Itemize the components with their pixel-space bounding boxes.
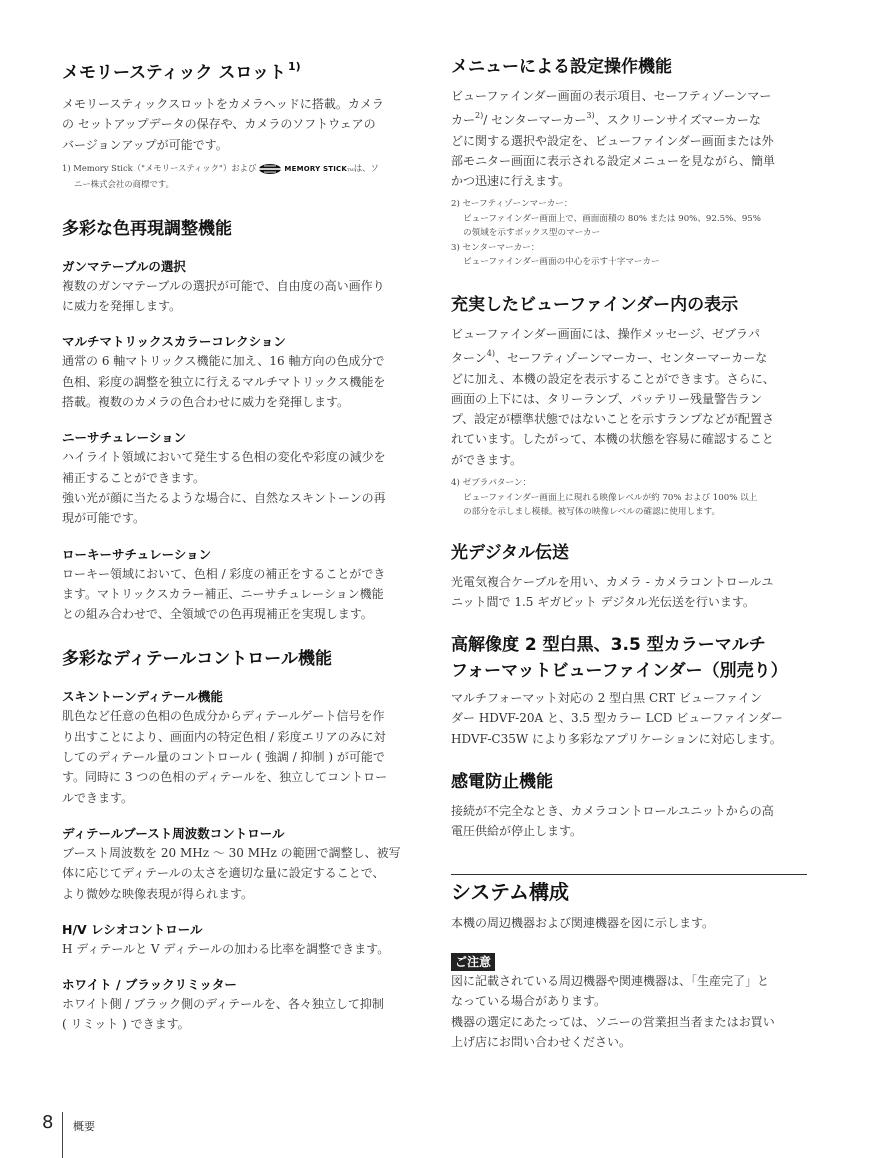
memory-stick-logo bbox=[258, 161, 282, 176]
section-memory-stick bbox=[62, 54, 418, 192]
left-column bbox=[62, 54, 418, 1035]
subsection-title: ガンマテーブルの選択 bbox=[62, 258, 186, 274]
paragraph: ホワイト側 / ブラック側のディテールを、各々独立して抑制 ( リミット ) できます。 bbox=[62, 997, 384, 1032]
section-viewfinder-display bbox=[451, 292, 807, 520]
paragraph: ビューファインダー画面の表示項目、セーフティゾーンマー カー$^{2)}$/ センターマーカー$^{3)}$、スクリーンサイズマーカーな どに関する選択や設定を、ビューファインダー画面または外 部モニター画面に表示される設定メニューを見ながら、簡単 かつ迅速に行えます。 bbox=[451, 89, 776, 189]
paragraph: ブースト周波数を 20 MHz ～ 30 MHz の範囲で調整し、被写 体に応じてディテールの太さを適切な量に設定することで、 より微妙な映像表現が得られます。 bbox=[62, 845, 401, 901]
section-title: メニューによる設定操作機能 bbox=[451, 57, 672, 77]
caution-badge: ご注意 bbox=[451, 953, 495, 971]
footnotes: 2) セーフティゾーンマーカー： ビューファインダー画面上で、画面面積の 80% または 90%、92.5%、95% の領域を示すボックス型のマーカー 3) センターマーカー： ビューファインダー画面の中心を示す十字マーカー bbox=[451, 199, 761, 268]
section-hires-viewfinder bbox=[451, 632, 807, 749]
section-title: メモリースティック スロット $^{1)}$ bbox=[62, 60, 301, 83]
right-column bbox=[451, 54, 807, 1052]
page-number: 8 bbox=[42, 1112, 54, 1133]
caution-paragraph: 図に記載されている周辺機器や関連機器は、「生産完了」と なっている場合があります。 機器の選定にあたっては、ソニーの営業担当者またはお買い 上げ店にお問い合わせください。 bbox=[451, 973, 775, 1049]
section-system-configuration bbox=[451, 874, 807, 1052]
footer-divider bbox=[62, 1112, 63, 1158]
paragraph: ハイライト領域において発生する色相の変化や彩度の減少を 補正することができます。 強い光が顔に当たるような場合に、自然なスキントーンの再 現が可能です。 bbox=[62, 450, 386, 526]
subsection-title: マルチマトリックスカラーコレクション bbox=[62, 334, 286, 350]
footnotes: 4) ゼブラパターン： ビューファインダー画面上に現れる映像レベルが約 70% および 100% 以上 の部分を示しまし模様。被写体の映像レベルの確認に使用します。 bbox=[451, 478, 758, 518]
section-shock-protection bbox=[451, 769, 807, 842]
section-title: 多彩なディテールコントロール機能 bbox=[62, 649, 332, 670]
subsection-title: ローキーサチュレーション bbox=[62, 546, 212, 562]
section-title: 感電防止機能 bbox=[451, 772, 553, 793]
subsection-title: スキントーンディテール機能 bbox=[62, 689, 223, 705]
paragraph: メモリースティックスロットをカメラヘッドに搭載。カメラ の セットアップデータの保存や、カメラのソフトウェアの バージョンアップが可能です。 bbox=[62, 97, 384, 152]
section-detail-control bbox=[62, 646, 418, 1034]
paragraph: 肌色など任意の色相の色成分からディテールゲート信号を作 り出すことにより、画面内の特定色相 / 彩度エリアのみに対 してのディテール量のコントロール ( 強調 / 抑制 ) が可能で す。同時に 3 つの色相のディテールを、独立してコントロー ルできます。 bbox=[62, 709, 388, 805]
paragraph: ビューファインダー画面には、操作メッセージ、ゼブラパ ターン$^{4)}$、セーフティゾーンマーカー、センターマーカーな どに加え、本機の設定を表示することができます。さらに、 画面の上下には、タリーランプ、バッテリー残量警告ラン プ、設定が標準状態ではないことを示すランプなどが配置さ れています。したがって、本機の状態を容易に確認すること ができます。 bbox=[451, 326, 775, 467]
footnote: 1) Memory Stick（"メモリースティック"）および MEMORY STICKTMは、ソ ニー株式会社の商標です。 bbox=[62, 162, 379, 190]
section-title: システム構成 bbox=[451, 879, 569, 904]
subsection-title: ホワイト / ブラックリミッター bbox=[62, 977, 237, 993]
subsection-title: ディテールブースト周波数コントロール bbox=[62, 825, 285, 841]
section-color-reproduction bbox=[62, 216, 418, 625]
paragraph: 本機の周辺機器および関連機器を図に示します。 bbox=[451, 915, 715, 930]
paragraph: 複数のガンマテーブルの選択が可能で、自由度の高い画作り に威力を発揮します。 bbox=[62, 278, 385, 314]
section-title: 光デジタル伝送 bbox=[451, 542, 569, 563]
paragraph: 光電気複合ケーブルを用い、カメラ - カメラコントロールユ ニット間で 1.5 ギガビット デジタル光伝送を行います。 bbox=[451, 574, 774, 609]
memory-stick-logo-icon bbox=[258, 163, 282, 175]
paragraph: H ディテールと V ディテールの加わる比率を調整できます。 bbox=[62, 941, 390, 956]
subsection-title: ニーサチュレーション bbox=[62, 430, 187, 446]
section-menu-operation bbox=[451, 54, 807, 270]
paragraph: ローキー領域において、色相 / 彩度の補正をすることができ ます。マトリックスカラー補正、ニーサチュレーション機能 との組み合わせで、全領域での色再現補正を実現します。 bbox=[62, 566, 386, 622]
paragraph: 接続が不完全なとき、カメラコントロールユニットからの高 電圧供給が停止します。 bbox=[451, 804, 774, 839]
paragraph: マルチフォーマット対応の 2 型白黒 CRT ビューファイン ダー HDVF-20A と、3.5 型カラー LCD ビューファインダー HDVF-C35W により多彩なアプリケーションに対応します。 bbox=[451, 691, 783, 746]
section-title: 多彩な色再現調整機能 bbox=[62, 218, 232, 239]
section-title: 充実したビューファインダー内の表示 bbox=[451, 294, 739, 315]
footnote-ref: 4) bbox=[486, 349, 495, 359]
subsection-title: H/V レシオコントロール bbox=[62, 921, 203, 937]
footnote-ref: 1) bbox=[288, 60, 301, 73]
footnote-ref: 2) bbox=[475, 111, 484, 121]
section-title: 高解像度 2 型白黒、3.5 型カラーマルチ フォーマットビューファインダー（別売り） bbox=[451, 635, 788, 682]
paragraph: 通常の 6 軸マトリックス機能に加え、16 軸方向の色成分で 色相、彩度の調整を独立に行えるマルチマトリックス機能を 搭載。複数のカメラの色合わせに威力を発揮します。 bbox=[62, 354, 386, 410]
section-optical-transmission bbox=[451, 540, 807, 613]
footer-section-name: 概要 bbox=[73, 1120, 95, 1133]
footnote-ref: 3) bbox=[586, 111, 595, 121]
